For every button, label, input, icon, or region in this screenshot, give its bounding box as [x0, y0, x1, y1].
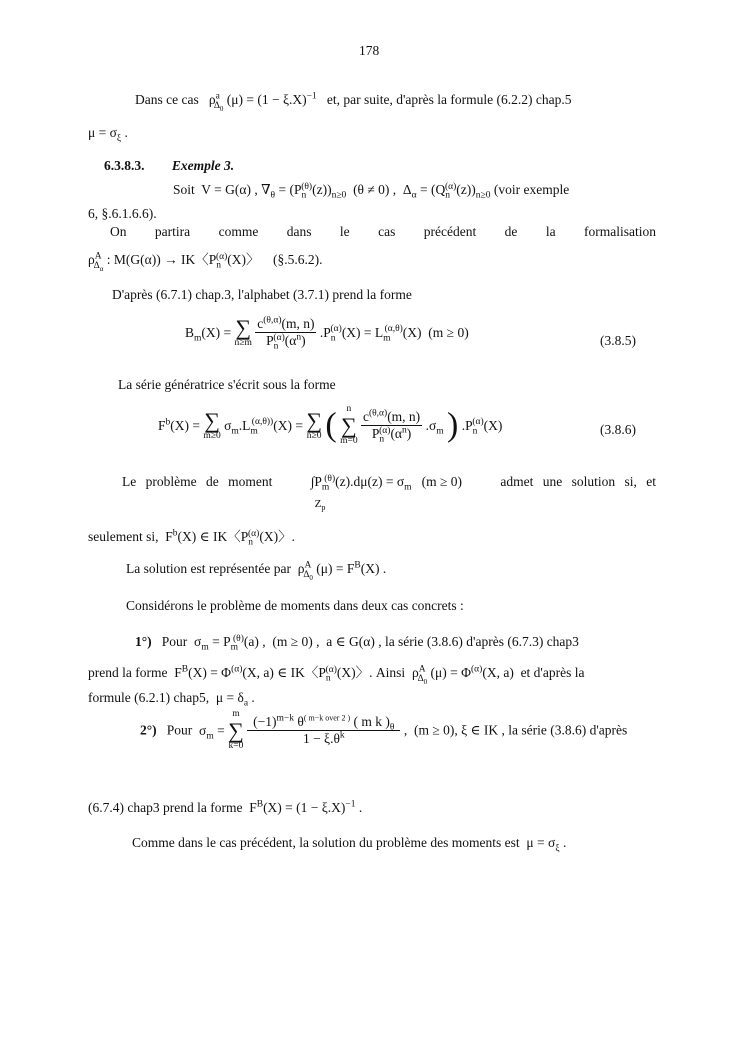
section-number: 6.3.8.3. — [104, 158, 145, 173]
equation-3-8-6: $F^b(X)$ = ∑ m≥0 $\sigma_m.L_m^{(\alpha,\theta))}(X)$ = ∑ n≥0 ( n ∑ m=0 $\frac{c^{(\theta,\alpha)}(m, n)}{P_n^{(\alpha)}(\alpha^n)}$ $.\sigma_m$ ) $.P_n^{(\alpha)}(X)$ — [158, 404, 503, 446]
apres-line: D'après (6.7.1) chap.3, l'alphabet (3.7.1) prend la forme — [112, 287, 412, 302]
considerons-line: Considérons le problème de moments dans deux cas concrets : — [126, 598, 464, 613]
serie-line: La série génératrice s'écrit sous la forme — [118, 377, 336, 392]
case-1-line-3: formule (6.2.1) chap5, $\mu = \delta_a$ . — [88, 690, 255, 709]
section-heading — [104, 158, 234, 174]
page-number: 178 — [359, 43, 380, 58]
formula-nabla: $\nabla_\theta = (P_n^{(\theta)}(z))_{n\ge 0}$ (θ ≠ 0) , $\Delta_\alpha = (Q_n^{(\alpha)}(z))_{n\ge 0}$ — [261, 181, 491, 201]
equation-3-8-5: $B_m(X)$ = ∑ n≥m $\frac{c^{(\theta,\alpha)}(m, n)}{P_n^{(\alpha)}(\alpha^n)}$ $.P_n^{(\alpha)}(X) = L_m^{(\alpha,\theta)}(X) (m \ge 0)$ — [185, 314, 469, 352]
equation-number-3-8-5: (3.8.5) — [600, 333, 636, 348]
on-partira-line: On partira comme dans le cas précédent de la formalisation — [110, 224, 656, 239]
solution-line: La solution est représentée par $\rho^A_{\Delta_0}$ $(\mu) = F^B(X)$ . — [126, 560, 387, 582]
formalisation-formula: $\rho^A_{\Delta_\alpha}$ : M(G(α)) → IK〈$P_n^{(\alpha)}(X)$〉 (§.5.6.2). — [88, 251, 323, 273]
section-title: Exemple 3. — [171, 158, 235, 173]
paragraph-1-line-2: $\mu = \sigma_\xi$ . — [88, 125, 128, 144]
formula-rho: $\rho^a_{\Delta_0}$ $(\mu) = (1 - \xi.X)^{-1}$ — [208, 91, 317, 113]
equation-number-3-8-6: (3.8.6) — [600, 422, 636, 437]
probleme-line-2: seulement si, $F^b(X)$ ∈ IK〈$P_n^{(\alpha)}(X)$〉. — [88, 528, 295, 548]
probleme-line: Le problème de moment $\int P_m^{(\theta)}(z).d\mu(z) = \sigma_m$ (m ≥ 0) $Z_p$ admet une solution si, et — [122, 473, 656, 513]
paragraph-1-line-1: Dans ce cas $\rho^a_{\Delta_0}$ $(\mu) = (1 - \xi.X)^{-1}$ et, par suite, d'après la formule (6.2.2) chap.5 — [135, 91, 572, 113]
soit-line-2: 6, §.6.1.6.6). — [88, 206, 157, 221]
case-1-line-2: prend la forme $F^B(X) = \Phi^{(\alpha)}(X$, a) ∈ IK〈$P_n^{(\alpha)}(X)$〉. Ainsi $\rho^A_{\Delta_0}$ $(\mu) = \Phi^{(\alpha)}(X$, a) et d'après la — [88, 664, 585, 686]
case-1-line-1: 1°) Pour $\sigma_m = P_m^{(\theta)}(a)$ , (m ≥ 0) , a ∈ G(α) , la série (3.8.6) d'après (6.7.3) chap3 — [135, 633, 579, 653]
case-2-line-2: (6.7.4) chap3 prend la forme $F^B(X) = (1 - \xi.X)^{-1}$ . — [88, 799, 363, 815]
comme-line: Comme dans le cas précédent, la solution du problème des moments est $\mu = \sigma_\xi$ . — [132, 835, 567, 854]
integral-formula: $\int P_m^{(\theta)}(z).d\mu(z) = \sigma_m$ (m ≥ 0) $Z_p$ — [310, 473, 463, 513]
case-2-formula: 2°) Pour $\sigma_m$ = m ∑ k=0 $\frac{(-1)^{m-k} \theta^{( m-k over 2 )} ( m k )_\theta}{1 - \xi.\theta^k}$ , (m ≥ 0), ξ ∈ IK , la série (3.8.6) d'après — [140, 709, 628, 751]
soit-line: Soit V = G(α) , $\nabla_\theta = (P_n^{(\theta)}(z))_{n\ge 0}$ (θ ≠ 0) , $\Delta_\alpha = (Q_n^{(\alpha)}(z))_{n\ge 0}$ (voir exemple — [173, 181, 570, 201]
